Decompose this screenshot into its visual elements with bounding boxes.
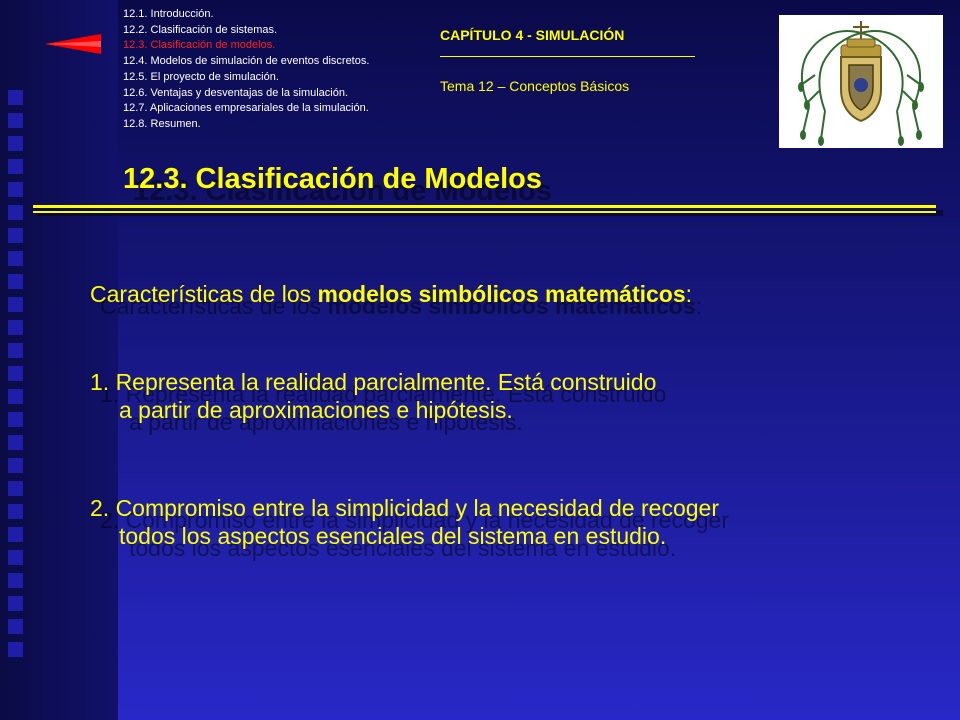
current-section-arrow-icon: [45, 34, 101, 54]
slide-title: 12.3. Clasificación de Modelos: [123, 163, 543, 195]
toc-item[interactable]: 12.6. Ventajas y desventajas de la simulación.: [123, 86, 349, 99]
point-1-line-1: 1. Representa la realidad parcialmente. Está construido: [90, 369, 657, 395]
topic-heading: Tema 12 – Conceptos Básicos: [440, 78, 630, 94]
toc-item[interactable]: 12.8. Resumen.: [123, 117, 201, 130]
toc-item[interactable]: 12.2. Clasificación de sistemas.: [123, 23, 278, 36]
title-underline-secondary: [33, 211, 936, 213]
intro-sentence: [90, 280, 692, 308]
point-2: [90, 494, 719, 550]
chapter-heading: CAPÍTULO 4 - SIMULACIÓN: [440, 27, 625, 43]
toc-item[interactable]: 12.1. Introducción.: [123, 8, 214, 20]
toc-item[interactable]: 12.5. El proyecto de simulación.: [123, 70, 279, 83]
point-1-line-2: a partir de aproximaciones e hipótesis.: [119, 397, 513, 423]
side-strip: [0, 0, 118, 720]
toc-item-current[interactable]: 12.3. Clasificación de modelos.: [123, 39, 276, 52]
table-of-contents: [123, 7, 369, 133]
point-2-line-2: todos los aspectos esenciales del sistema en estudio.: [119, 523, 667, 549]
toc-item[interactable]: 12.7. Aplicaciones empresariales de la simulación.: [123, 102, 369, 115]
title-underline: [33, 205, 936, 208]
intro-suffix: :: [685, 281, 693, 307]
intro-emphasis: modelos simbólicos matemáticos: [317, 281, 686, 307]
point-1: [90, 368, 656, 424]
side-squares-decoration: [8, 90, 24, 665]
point-2-line-1: 2. Compromiso entre la simplicidad y la necesidad de recoger: [90, 495, 719, 521]
chapter-divider: [440, 56, 695, 57]
crest-icon: [779, 15, 943, 148]
toc-item[interactable]: 12.4. Modelos de simulación de eventos discretos.: [123, 55, 370, 68]
university-crest-logo: [779, 15, 943, 148]
intro-prefix: Características de los: [90, 281, 318, 307]
